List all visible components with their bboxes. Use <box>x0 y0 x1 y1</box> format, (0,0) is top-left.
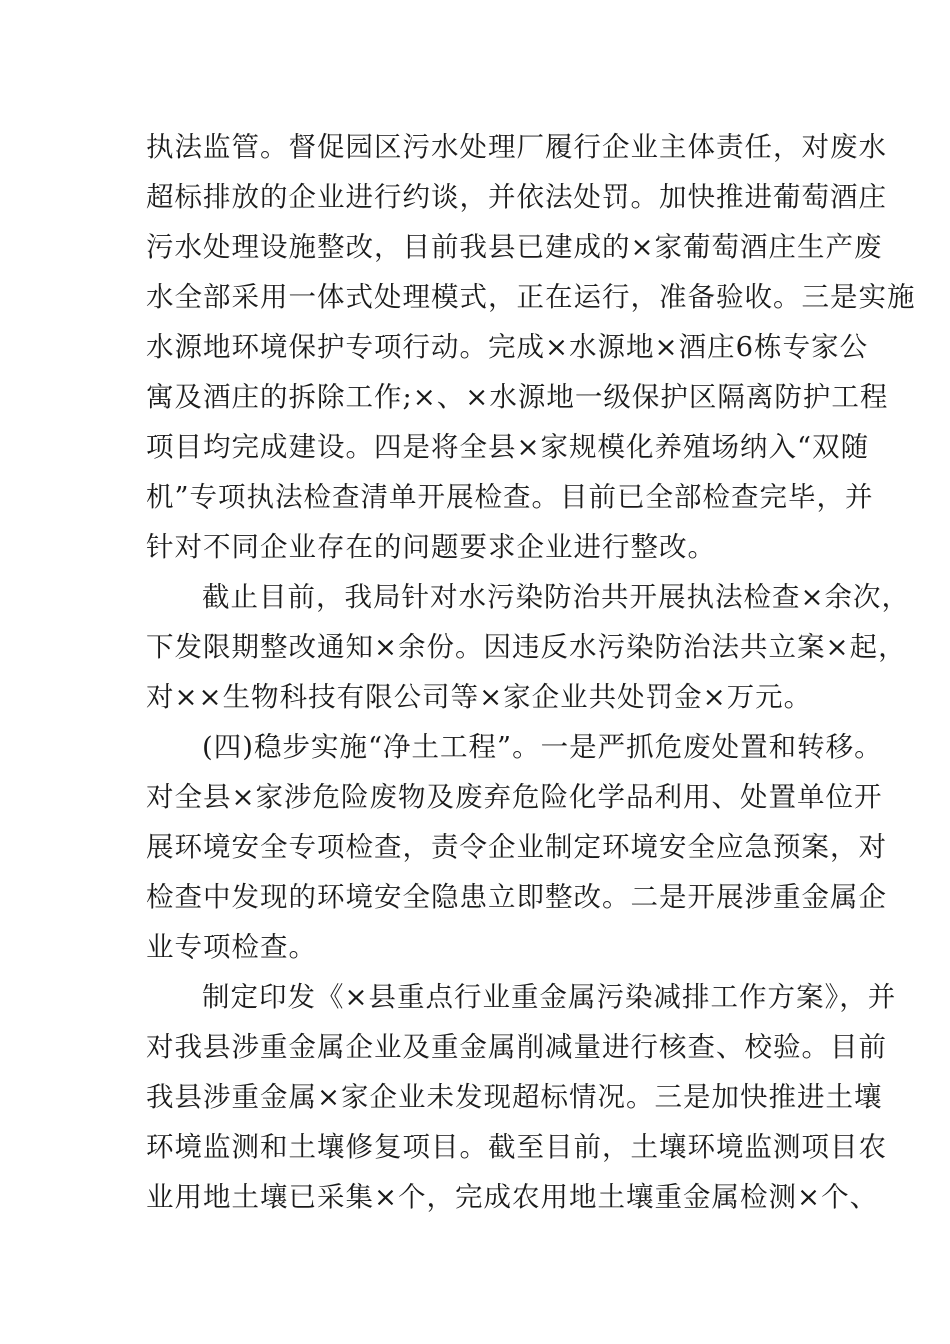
text-line: 执法监管。督促园区污水处理厂履行企业主体责任，对废水 <box>146 131 887 163</box>
text-line: 环境监测和土壤修复项目。截至目前，土壤环境监测项目农 <box>146 1131 887 1163</box>
text-line: 对我县涉重金属企业及重金属削减量进行核查、校验。目前 <box>146 1031 887 1063</box>
body-text <box>146 122 916 1222</box>
text-line: 寓及酒庄的拆除工作;×、×水源地一级保护区隔离防护工程 <box>146 381 889 413</box>
text-line: 截止目前，我局针对水污染防治共开展执法检查×余次， <box>202 581 911 613</box>
text-line: 我县涉重金属×家企业未发现超标情况。三是加快推进土壤 <box>146 1081 883 1113</box>
text-line: 制定印发《×县重点行业重金属污染减排工作方案》，并 <box>202 981 897 1013</box>
text-line: 下发限期整改通知×余份。因违反水污染防治法共立案×起， <box>146 631 907 663</box>
text-line: 业专项检查。 <box>146 931 317 963</box>
text-line: (四)稳步实施“净土工程”。一是严抓危废处置和转移。 <box>202 731 883 763</box>
text-line: 机”专项执法检查清单开展检查。目前已全部检查完毕，并 <box>146 481 874 513</box>
text-line: 展环境安全专项检查，责令企业制定环境安全应急预案，对 <box>146 831 887 863</box>
text-line: 针对不同企业存在的问题要求企业进行整改。 <box>146 531 716 563</box>
text-line: 项目均完成建设。四是将全县×家规模化养殖场纳入“双随 <box>146 431 870 463</box>
text-line: 水全部采用一体式处理模式，正在运行，准备验收。三是实施 <box>146 281 916 313</box>
text-line: 对××生物科技有限公司等×家企业共处罚金×万元。 <box>146 681 813 713</box>
text-line: 水源地环境保护专项行动。完成×水源地×酒庄6栋专家公 <box>146 331 869 363</box>
text-line: 业用地土壤已采集×个，完成农用地土壤重金属检测×个、 <box>146 1181 879 1213</box>
text-line: 超标排放的企业进行约谈，并依法处罚。加快推进葡萄酒庄 <box>146 181 887 213</box>
text-line: 检查中发现的环境安全隐患立即整改。二是开展涉重金属企 <box>146 881 887 913</box>
text-line: 对全县×家涉危险废物及废弃危险化学品利用、处置单位开 <box>146 781 883 813</box>
text-line: 污水处理设施整改，目前我县已建成的×家葡萄酒庄生产废 <box>146 231 883 263</box>
